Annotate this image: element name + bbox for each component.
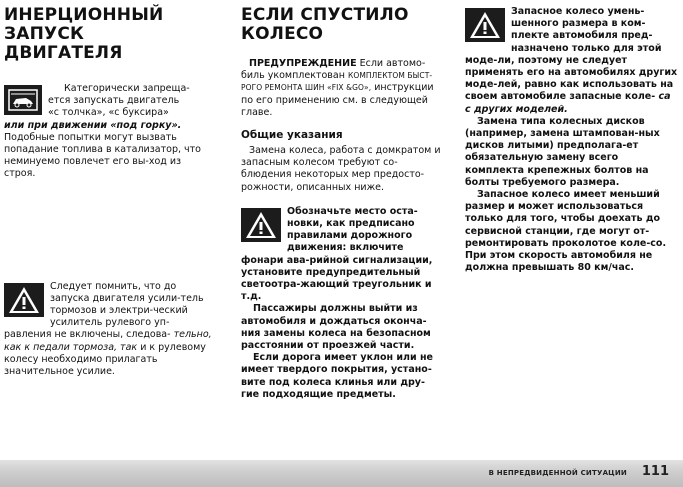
paragraph: Запасное колесо умень-шенного размера в ком-плекте автомобиля пред-назначено только для этой моде-ли, поэтому не следует применять его на автомобилях других моде-лей, равно как использовать на своем автомобиле запасные коле-: [465, 6, 678, 103]
car-crash-warning-icon: [4, 85, 42, 115]
paragraph: Замена колеса, работа с домкратом и запасным колесом требуют со-блюдения некоторых мер предосто-рожности, описанных ниже.: [241, 145, 441, 193]
heading-inertial-start: [4, 6, 214, 63]
paragraph: и к рулевому колесу необходимо прилагать значительное усилие.: [4, 341, 206, 378]
page-number: 111: [641, 464, 669, 479]
paragraph: Следует помнить, что до запуска двигателя усили-тель тормозов и электри-ческий усилитель рулевого уп-равления не включены, следова-: [4, 280, 204, 341]
text-italic: са с других моделей.: [465, 91, 671, 115]
heading-line: ЗАПУСК: [4, 24, 85, 44]
paragraph: Подобные попытки могут вызвать попадание топлива в катализатор, что неминуемо повлечет его вы-ход из строя.: [4, 131, 201, 180]
text-line: «с толчка», «с буксира»: [48, 107, 169, 119]
heading-line: ИНЕРЦИОННЫЙ: [4, 5, 164, 25]
heading-line: ЕСЛИ СПУСТИЛО: [241, 5, 409, 25]
column-flat-tire: [241, 6, 441, 401]
text-line-italic: или при движении «под горку».: [4, 119, 182, 131]
warning-triangle-icon: [241, 208, 281, 242]
spare-wheel-warning: [465, 6, 679, 274]
column-spare-wheel: [465, 6, 679, 274]
tow-start-warning: [4, 83, 214, 181]
paragraph: Обозначьте место оста-новки, как предписано правилами дорожного движения: включите фонари ава-рийной сигнализации, установите предупредительный светоотра-жающий треугольник и т.д.: [241, 205, 433, 303]
text-span-small: КОМПЛЕКТОМ БЫСТ-РОГО РЕМОНТА ШИН «FIX &GO»,: [241, 71, 433, 93]
text-span: инструкции по его применению см. в следующей главе.: [241, 82, 434, 118]
heading-flat-tire: [241, 6, 441, 44]
warning-paragraph: [241, 58, 441, 119]
paragraph: Пассажиры должны выйти из автомобиля и дождаться оконча-ния замены колеса на безопасном расстоянии от проезжей части.: [241, 303, 431, 352]
safety-warning: [241, 206, 441, 401]
heading-line: КОЛЕСО: [241, 24, 324, 44]
footer-section-label: В НЕПРЕДВИДЕННОЙ СИТУАЦИИ: [488, 469, 627, 477]
text-line: Категорически запреща-: [64, 83, 190, 94]
subheading-general: Общие указания: [241, 129, 343, 142]
text-line: ется запускать двигатель: [48, 95, 180, 107]
warning-triangle-icon: [465, 8, 505, 42]
paragraph: Замена типа колесных дисков (например, замена штампован-ных дисков литыми) предполага-ет обязательную замену всего комплекта крепежных болтов на болты требуемого размера.: [465, 115, 660, 188]
paragraph: Запасное колесо имеет меньший размер и может использоваться только для того, чтобы доехать до сервисной станции, где могут от-ремонтировать проколотое коле-со. При этом скорость автомобиля не должна превышать 80 км/час.: [465, 189, 667, 274]
brake-assist-warning: [4, 281, 214, 379]
page-footer: [0, 460, 683, 487]
column-engine-start: [4, 6, 214, 378]
heading-line: ДВИГАТЕЛЯ: [4, 43, 123, 63]
warning-label: ПРЕДУПРЕЖДЕНИЕ: [249, 58, 357, 69]
paragraph: Если дорога имеет уклон или не имеет твердого покрытия, устано-вите под колеса клинья или дру-гие подходящие предметы.: [241, 352, 433, 400]
text-italic: тельно, как к педали тормоза, так: [4, 329, 212, 353]
text-span: Если автомо-биль укомплектован: [241, 58, 426, 82]
warning-triangle-icon: [4, 283, 44, 317]
